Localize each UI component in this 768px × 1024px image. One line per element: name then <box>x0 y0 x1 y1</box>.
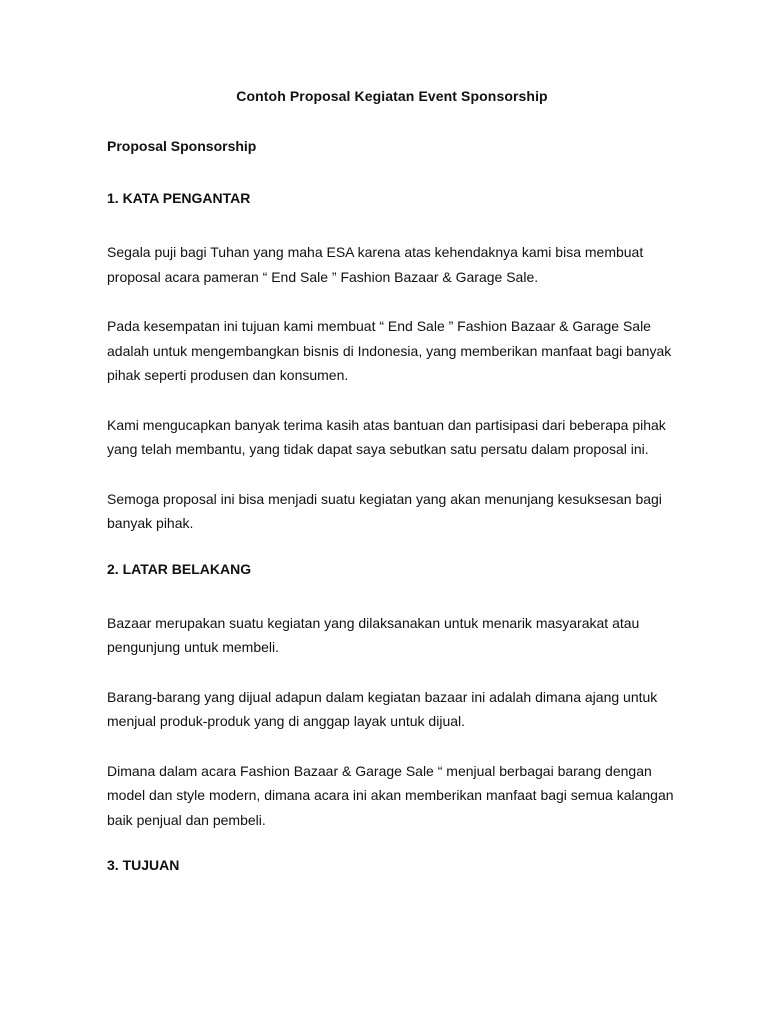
paragraph: Barang-barang yang dijual adapun dalam kegiatan bazaar ini adalah dimana ajang untuk menjual produk-produk yang di anggap layak untuk dijual. <box>107 688 658 729</box>
document-body <box>107 138 677 907</box>
paragraph: Segala puji bagi Tuhan yang maha ESA karena atas kehendaknya kami bisa membuat proposal acara pameran “ End Sale ” Fashion Bazaar & Garage Sale. <box>107 244 644 285</box>
document-title: Contoh Proposal Kegiatan Event Sponsorship <box>236 88 548 104</box>
section-heading-tujuan: 3. TUJUAN <box>107 857 180 873</box>
paragraph: Kami mengucapkan banyak terima kasih atas bantuan dan partisipasi dari beberapa pihak yang telah membantu, yang tidak dapat saya sebutkan satu persatu dalam proposal ini. <box>107 416 666 457</box>
paragraph: Semoga proposal ini bisa menjadi suatu kegiatan yang akan menunjang kesuksesan bagi banyak pihak. <box>107 490 662 531</box>
paragraph: Bazaar merupakan suatu kegiatan yang dilaksanakan untuk menarik masyarakat atau pengunjung untuk membeli. <box>107 614 640 655</box>
paragraph: Dimana dalam acara Fashion Bazaar & Garage Sale “ menjual berbagai barang dengan model dan style modern, dimana acara ini akan memberikan manfaat bagi semua kalangan baik penjual dan pembeli. <box>107 762 674 828</box>
document-subtitle: Proposal Sponsorship <box>107 138 257 154</box>
section-heading-latar-belakang: 2. LATAR BELAKANG <box>107 560 252 577</box>
section-heading-kata-pengantar: 1. KATA PENGANTAR <box>107 190 251 206</box>
paragraph: Pada kesempatan ini tujuan kami membuat “ End Sale ” Fashion Bazaar & Garage Sale adalah untuk mengembangkan bisnis di Indonesia, yang memberikan manfaat bagi banyak pihak seperti produsen dan konsumen. <box>107 318 672 383</box>
